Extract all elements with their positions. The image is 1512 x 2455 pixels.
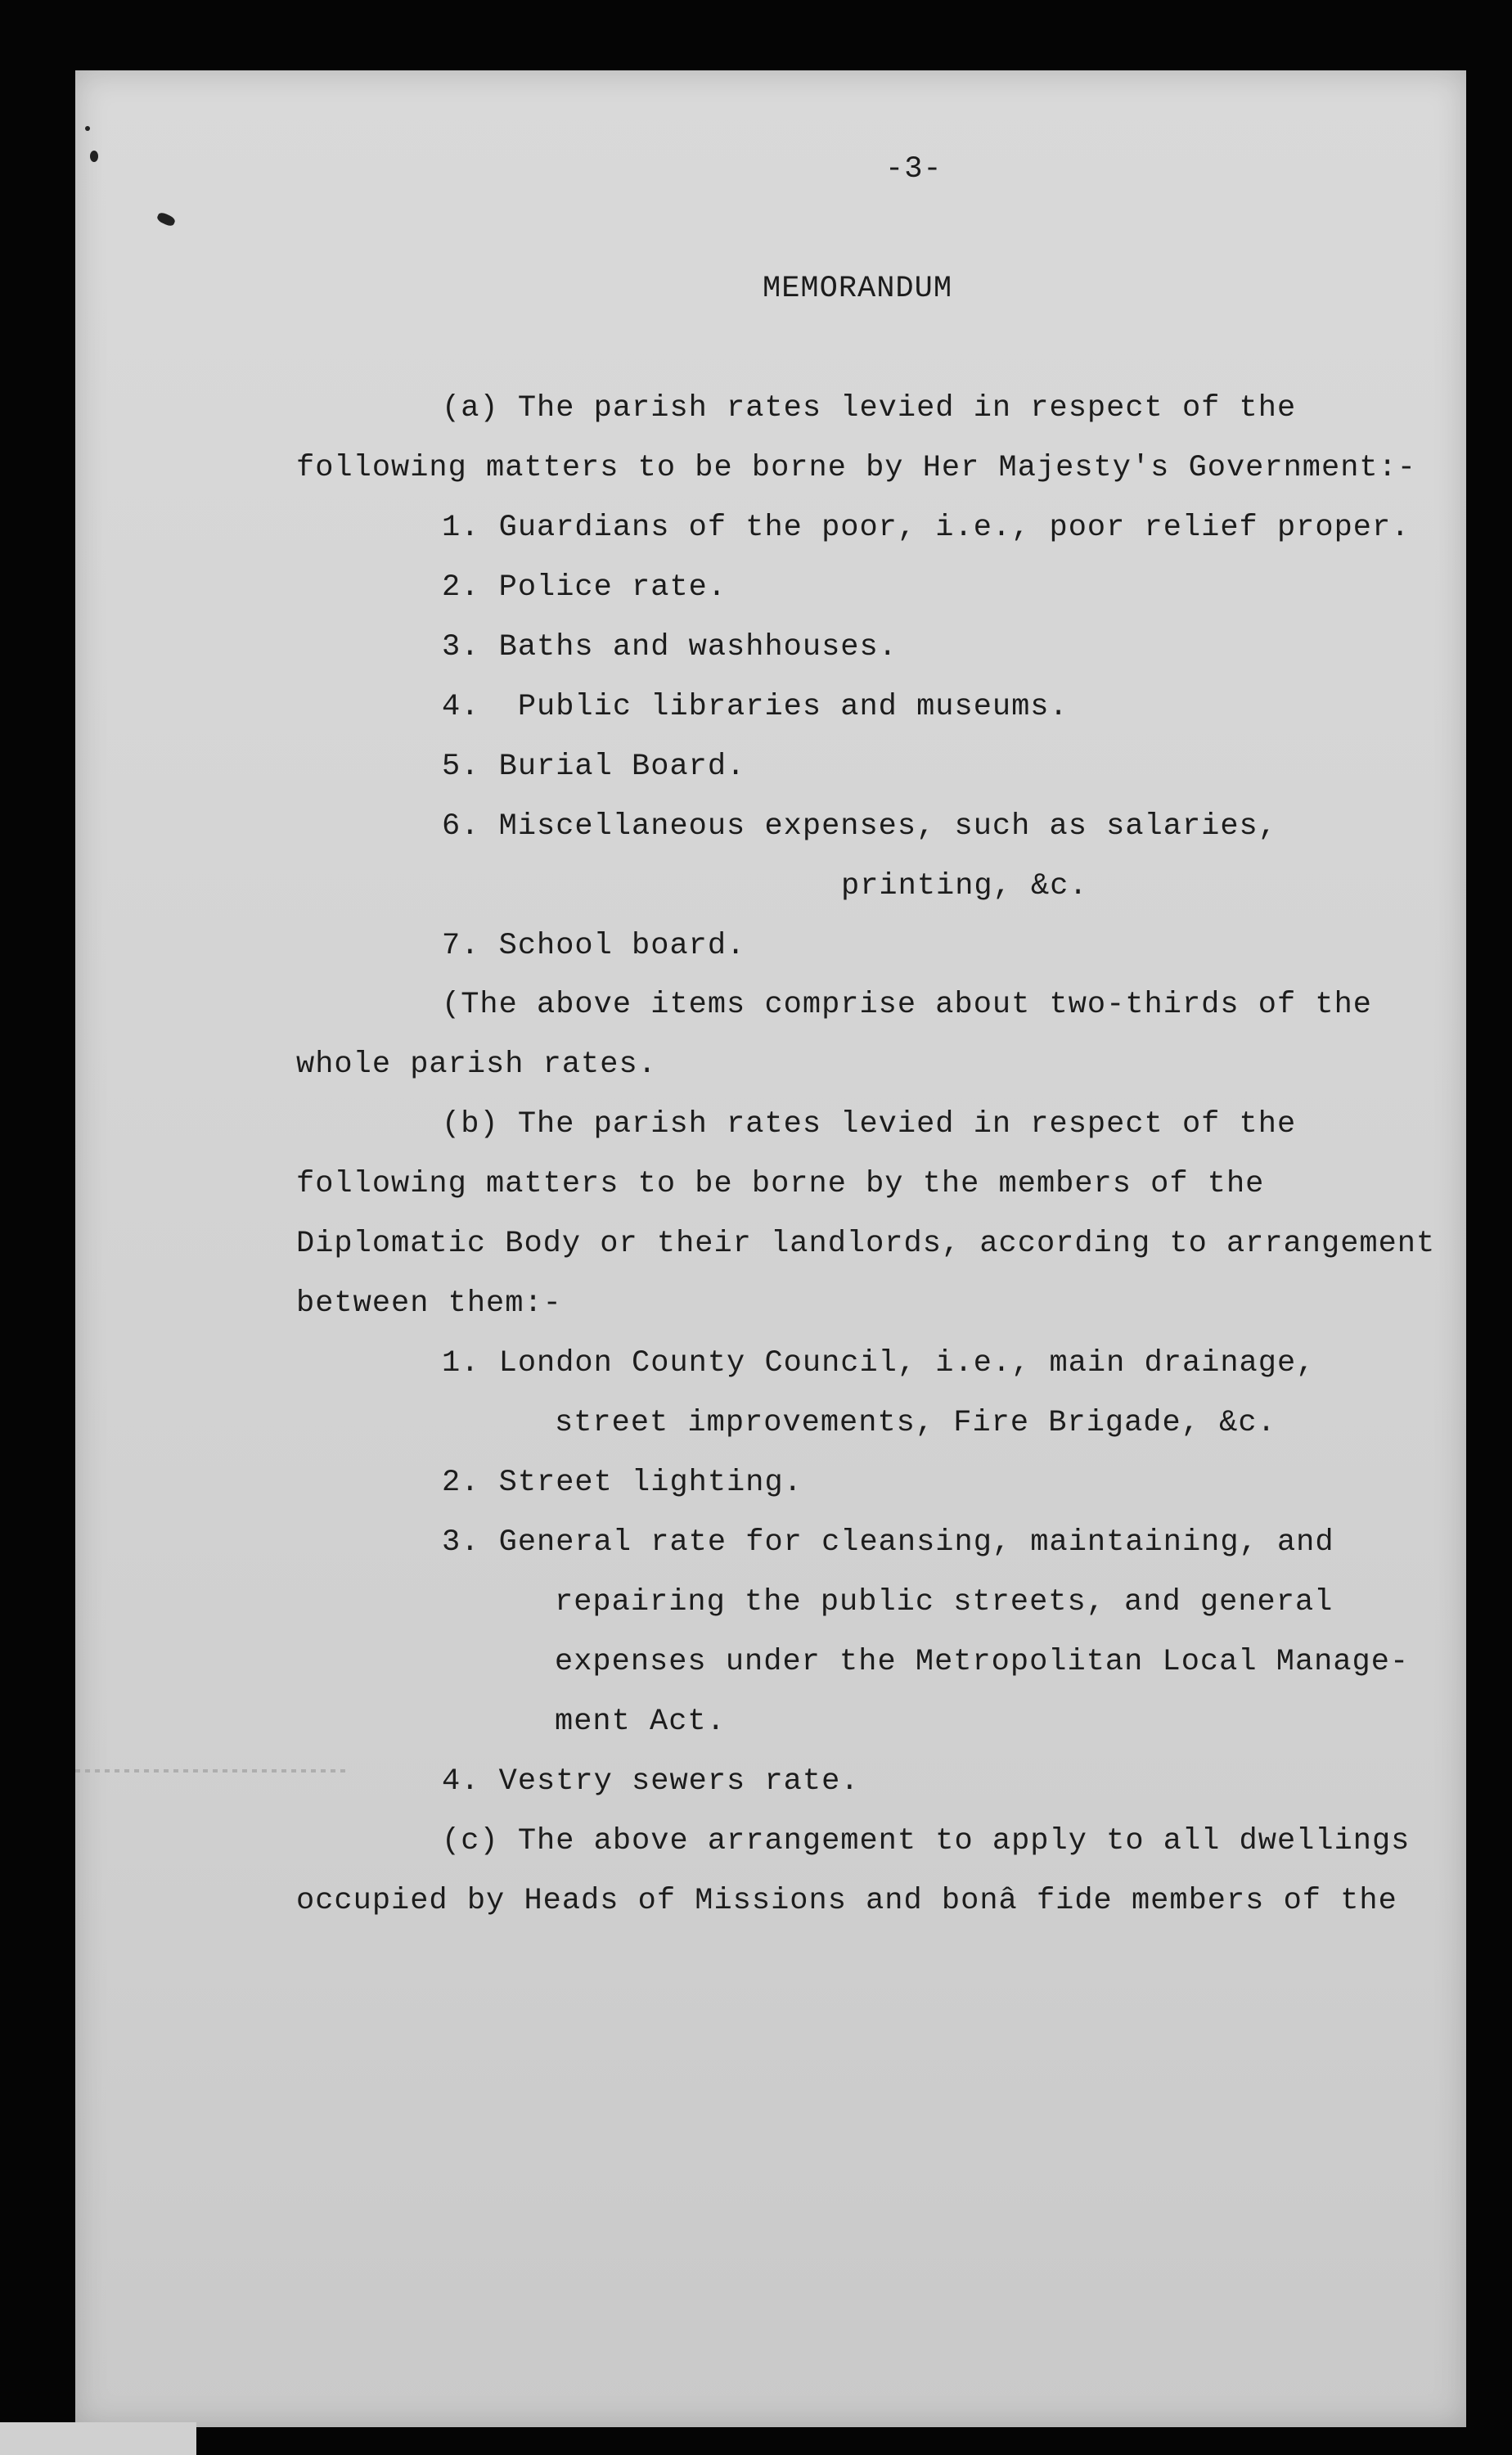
page-title: MEMORANDUM xyxy=(763,272,953,306)
list-item: 3. Baths and washhouses. xyxy=(442,630,898,664)
list-item-continuation: repairing the public streets, and general xyxy=(555,1585,1334,1619)
text-line: (a) The parish rates levied in respect of the xyxy=(442,391,1297,426)
list-item-continuation: printing, &c. xyxy=(841,869,1088,903)
list-item-continuation: ment Act. xyxy=(555,1705,726,1739)
list-item: 7. School board. xyxy=(442,929,746,963)
list-item: 2. Street lighting. xyxy=(442,1466,803,1500)
ink-mark xyxy=(85,126,90,131)
list-item: 4. Vestry sewers rate. xyxy=(442,1764,860,1799)
text-line: Diplomatic Body or their landlords, according to arrangement xyxy=(296,1227,1436,1261)
list-item: 1. London County Council, i.e., main drainage, xyxy=(442,1346,1316,1381)
list-item: 2. Police rate. xyxy=(442,570,727,605)
perforation-mark xyxy=(75,1769,345,1773)
text-line: whole parish rates. xyxy=(296,1047,657,1082)
document-page xyxy=(75,70,1466,2427)
text-line: between them:- xyxy=(296,1286,562,1321)
text-line: following matters to be borne by the members of the xyxy=(296,1167,1265,1201)
list-item: 6. Miscellaneous expenses, such as salaries, xyxy=(442,809,1277,844)
text-line: occupied by Heads of Missions and bonâ fide members of the xyxy=(296,1884,1397,1918)
list-item-continuation: street improvements, Fire Brigade, &c. xyxy=(555,1406,1276,1440)
page-number: -3- xyxy=(885,152,943,187)
text-line: following matters to be borne by Her Majesty's Government:- xyxy=(296,451,1417,485)
text-line: (c) The above arrangement to apply to all dwellings xyxy=(442,1824,1411,1858)
list-item-continuation: expenses under the Metropolitan Local Manage- xyxy=(555,1645,1410,1679)
list-item: 4. Public libraries and museums. xyxy=(442,690,1069,724)
ink-mark xyxy=(155,211,176,227)
text-line: (The above items comprise about two-thirds of the xyxy=(442,988,1372,1022)
list-item: 5. Burial Board. xyxy=(442,750,746,784)
list-item: 3. General rate for cleansing, maintaining, and xyxy=(442,1525,1334,1560)
list-item: 1. Guardians of the poor, i.e., poor relief proper. xyxy=(442,511,1411,545)
text-line: (b) The parish rates levied in respect of the xyxy=(442,1107,1297,1142)
scan-edge-strip xyxy=(0,2422,196,2455)
ink-mark xyxy=(90,151,98,162)
